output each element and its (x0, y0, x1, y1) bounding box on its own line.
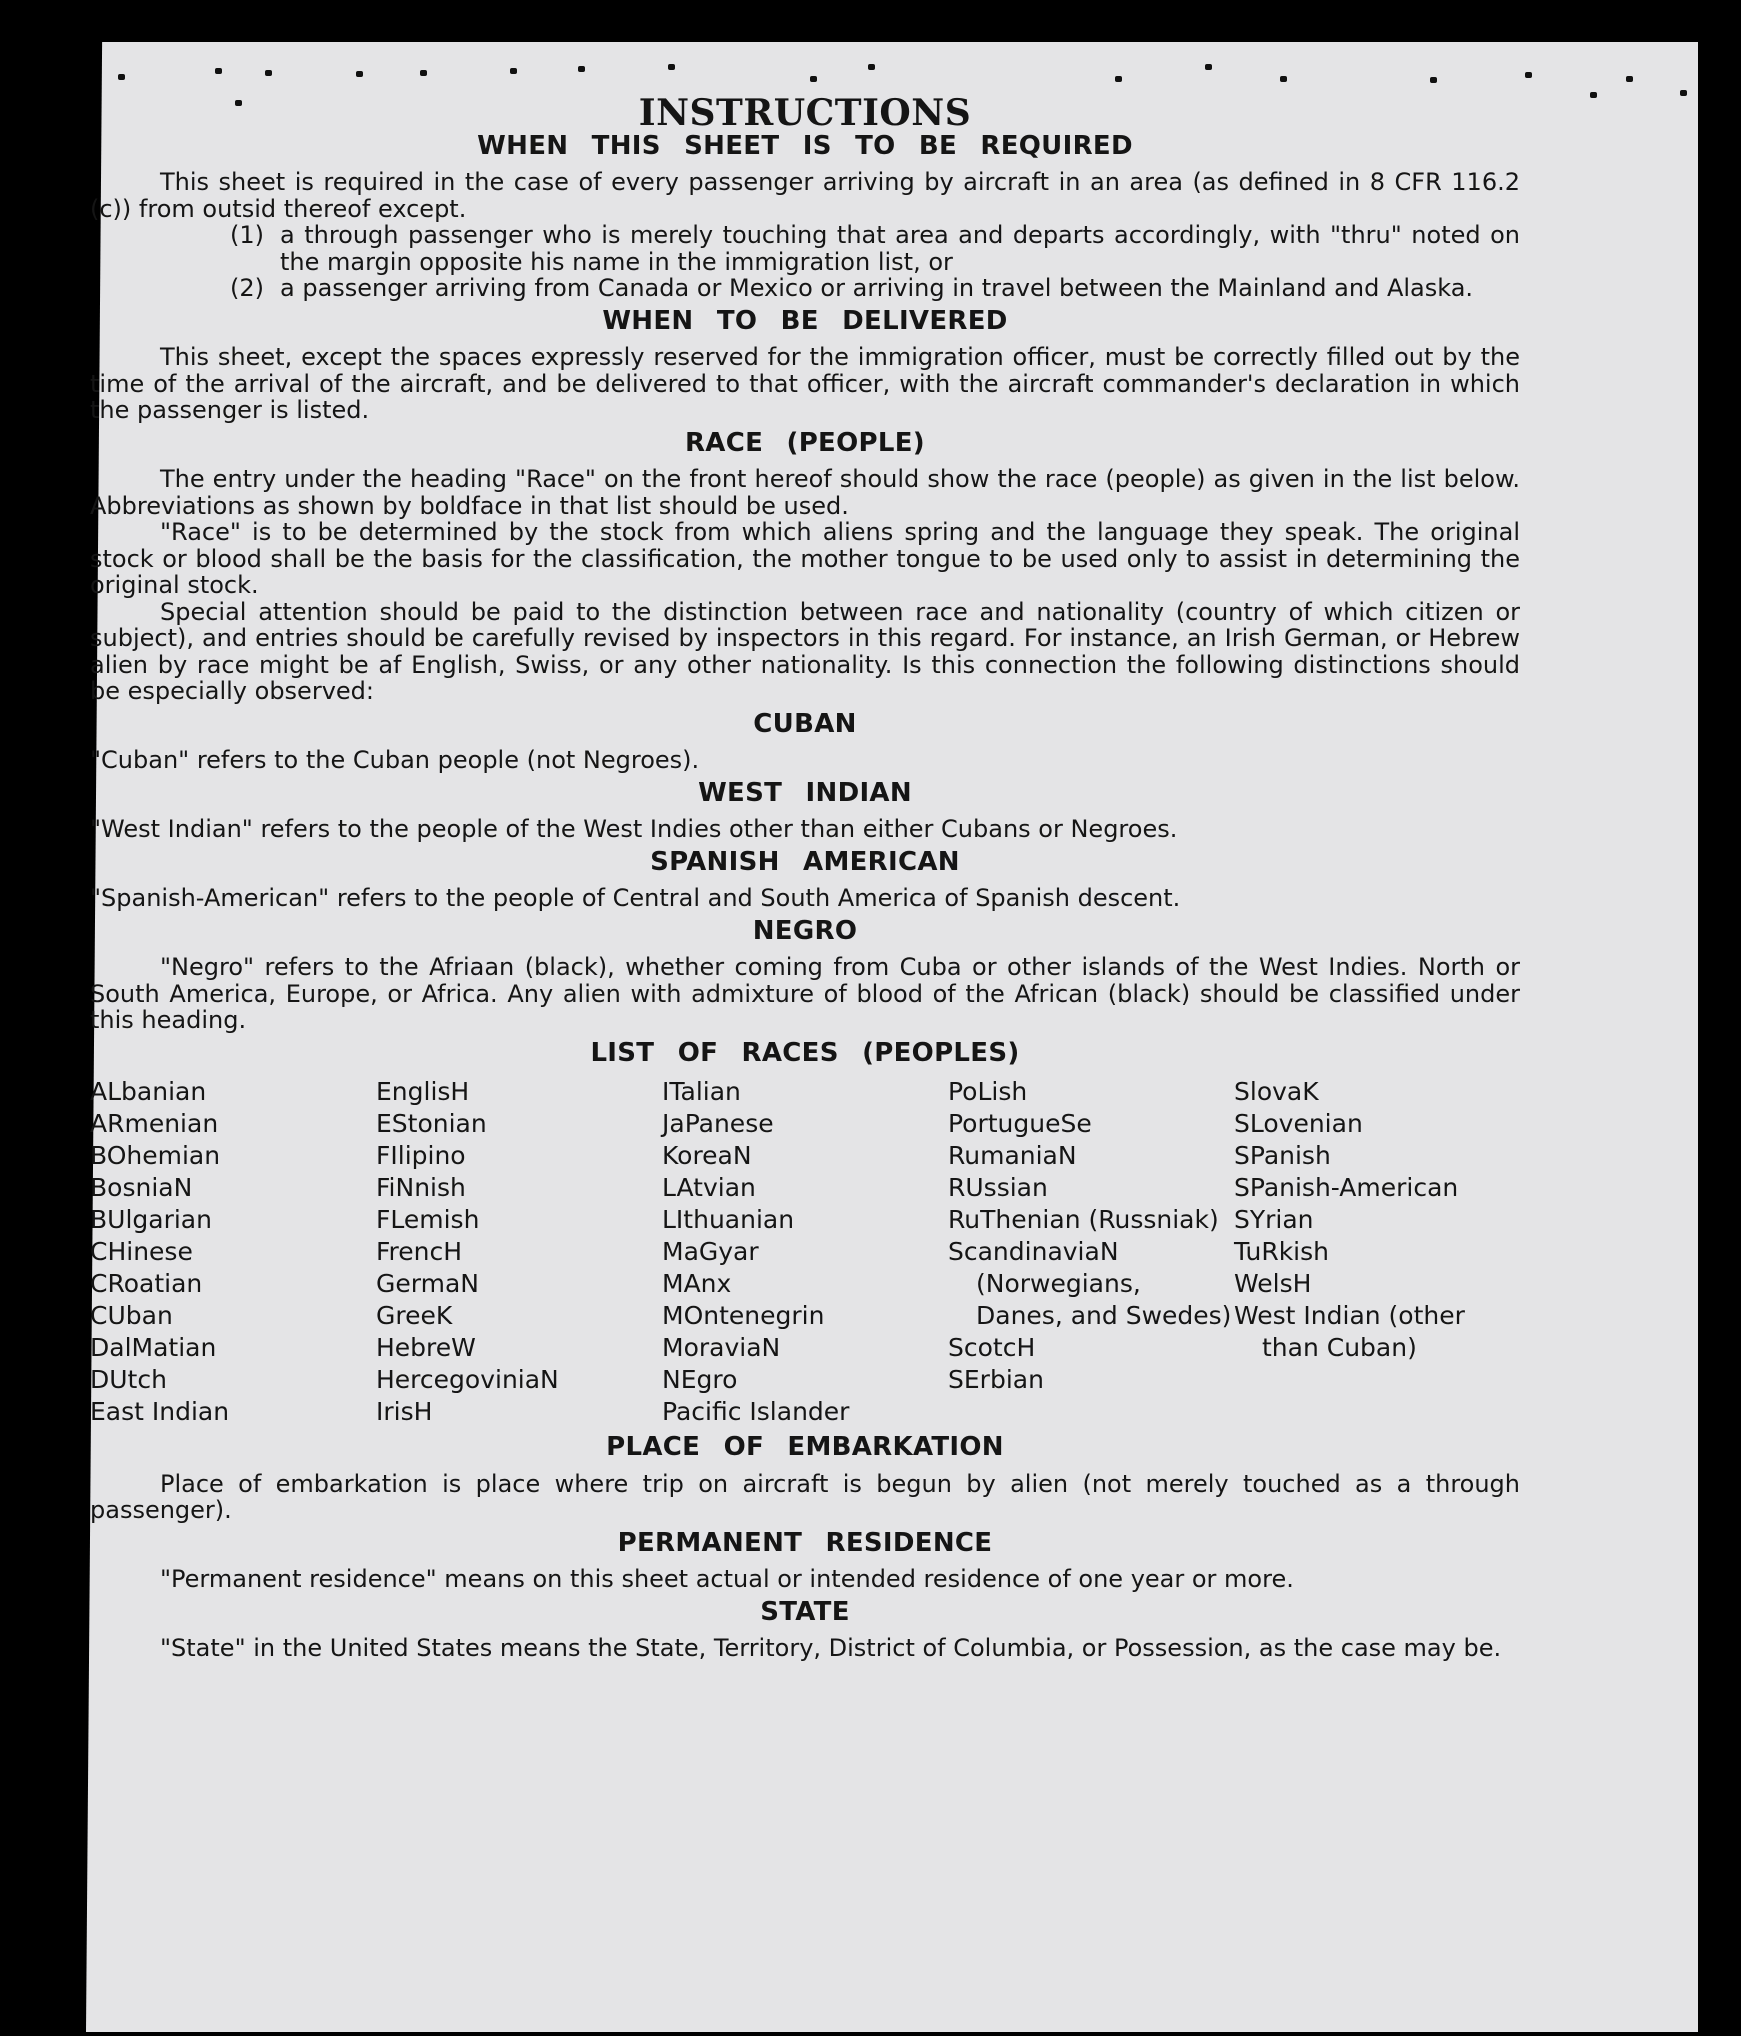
paragraph-race-3: Special attention should be paid to the distinction between race and nationality (country of which citizen or subject), and entries should be carefully revised by inspectors in this regard. For instance, an Irish German, or Hebrew alien by race might be af English, Swiss, or any other nationality. Is this connection the following distinctions should be especially observed: (90, 597, 1520, 705)
paragraph-when-required: This sheet is required in the case of every passenger arriving by aircraft in an area (as defined in 8 CFR 116.2 (c)) from outsid thereof except. (90, 168, 1520, 223)
list-item-text: a through passenger who is merely touching that area and departs accordingly, with "thru" noted on the margin opposite his name in the immigration list, or (280, 221, 1520, 276)
race-item: IrisH (376, 1397, 433, 1426)
instructions-content (90, 92, 1520, 1662)
race-item: BOhemian (90, 1141, 221, 1170)
paragraph-cuban: "Cuban" refers to the Cuban people (not Negroes). (90, 746, 700, 774)
heading-state: STATE (760, 1596, 850, 1627)
race-item: MOntenegrin (662, 1301, 825, 1330)
race-item: West Indian (other than Cuban) (1234, 1301, 1465, 1362)
paragraph-race-2: "Race" is to be determined by the stock from which aliens spring and the language they speak. The original stock or blood shall be the basis for the classification, the mother tongue to be used only to assist in determining the original stock. (90, 518, 1520, 599)
races-column-3 (662, 1076, 948, 1428)
race-item: CHinese (90, 1237, 193, 1266)
race-item: HercegoviniaN (376, 1365, 559, 1394)
race-item: BosniaN (90, 1173, 193, 1202)
paragraph-west-indian: "West Indian" refers to the people of the West Indies other than either Cubans or Negroes. (90, 815, 1178, 843)
race-item: CUban (90, 1301, 173, 1330)
race-item: EStonian (376, 1109, 487, 1138)
race-item: TuRkish (1234, 1237, 1329, 1266)
paragraph-embarkation: Place of embarkation is place where trip on aircraft is begun by alien (not merely touched as a through passenger). (90, 1469, 1520, 1524)
paragraph-spanish-american: "Spanish-American" refers to the people of Central and South America of Spanish descent. (90, 884, 1181, 912)
paragraph-permanent-residence: "Permanent residence" means on this sheet actual or intended residence of one year or more. (160, 1565, 1294, 1593)
race-item: GermaN (376, 1269, 479, 1298)
list-item-text: a passenger arriving from Canada or Mexico or arriving in travel between the Mainland and Alaska. (280, 274, 1474, 302)
race-item: KoreaN (662, 1141, 752, 1170)
heading-when-delivered: WHEN TO BE DELIVERED (602, 305, 1008, 336)
race-item: FrencH (376, 1237, 463, 1266)
race-item: RumaniaN (948, 1141, 1077, 1170)
races-column-4 (948, 1076, 1234, 1428)
race-item: CRoatian (90, 1269, 203, 1298)
race-item: FiNnish (376, 1173, 466, 1202)
heading-negro: NEGRO (752, 915, 858, 946)
race-item: FLemish (376, 1205, 480, 1234)
race-item: PortugueSe (948, 1109, 1092, 1138)
list-item (230, 222, 1520, 275)
race-item: ScandinaviaN (Norwegians, Danes, and Swedes) (948, 1237, 1232, 1330)
heading-spanish-american: SPANISH AMERICAN (650, 846, 960, 877)
race-item: MoraviaN (662, 1333, 781, 1362)
race-item: SPanish (1234, 1141, 1331, 1170)
race-item: East Indian (90, 1397, 230, 1426)
race-item: FIlipino (376, 1141, 466, 1170)
race-item: WelsH (1234, 1269, 1312, 1298)
list-item-number: (1) (230, 221, 264, 249)
races-column-5 (1234, 1076, 1520, 1428)
race-item: RUssian (948, 1173, 1048, 1202)
race-item: HebreW (376, 1333, 476, 1362)
paragraph-negro: "Negro" refers to the Afriaan (black), whether coming from Cuba or other islands of the West Indies. North or South America, Europe, or Africa. Any alien with admixture of blood of the African (black) should be classified under this heading. (90, 953, 1520, 1034)
races-column-2 (376, 1076, 662, 1428)
race-item: ALbanian (90, 1077, 207, 1106)
race-item: NEgro (662, 1365, 738, 1394)
heading-when-required: WHEN THIS SHEET IS TO BE REQUIRED (477, 130, 1133, 161)
race-item: LIthuanian (662, 1205, 795, 1234)
race-item: SErbian (948, 1365, 1044, 1394)
heading-race: RACE (PEOPLE) (684, 427, 925, 458)
list-item (230, 275, 1520, 302)
heading-embarkation: PLACE OF EMBARKATION (606, 1432, 1004, 1462)
heading-cuban: CUBAN (753, 708, 857, 739)
race-item: SPanish-American (1234, 1173, 1459, 1202)
race-item: PoLish (948, 1077, 1028, 1106)
exception-list (230, 222, 1520, 302)
race-item: ScotcH (948, 1333, 1036, 1362)
race-item: ARmenian (90, 1109, 219, 1138)
race-item: GreeK (376, 1301, 453, 1330)
race-item: SLovenian (1234, 1109, 1363, 1138)
race-item: RuThenian (Russniak) (948, 1205, 1219, 1234)
paragraph-race-1: The entry under the heading "Race" on the front hereof should show the race (people) as given in the list below. Abbreviations as shown by boldface in that list should be used. (90, 465, 1520, 520)
list-item-number: (2) (230, 274, 264, 302)
races-list (90, 1076, 1520, 1428)
races-column-1 (90, 1076, 376, 1428)
race-item: MAnx (662, 1269, 732, 1298)
heading-permanent-residence: PERMANENT RESIDENCE (617, 1527, 993, 1558)
heading-list-of-races: LIST OF RACES (PEOPLES) (590, 1037, 1020, 1068)
race-item: JaPanese (662, 1109, 774, 1138)
race-item: ITalian (662, 1077, 741, 1106)
page-title: INSTRUCTIONS (638, 92, 972, 134)
paragraph-when-delivered: This sheet, except the spaces expressly reserved for the immigration officer, must be correctly filled out by the time of the arrival of the aircraft, and be delivered to that officer, with the aircraft commander's declaration in which the passenger is listed. (90, 343, 1520, 424)
race-item: DalMatian (90, 1333, 217, 1362)
race-item: BUlgarian (90, 1205, 212, 1234)
race-item: Pacific Islander (662, 1397, 850, 1426)
paragraph-state: "State" in the United States means the State, Territory, District of Columbia, or Possession, as the case may be. (160, 1634, 1502, 1662)
race-item: LAtvian (662, 1173, 756, 1202)
heading-west-indian: WEST INDIAN (698, 777, 912, 808)
race-item: SYrian (1234, 1205, 1314, 1234)
race-item: SlovaK (1234, 1077, 1319, 1106)
race-item: MaGyar (662, 1237, 759, 1266)
race-item: EnglisH (376, 1077, 470, 1106)
race-item: DUtch (90, 1365, 167, 1394)
